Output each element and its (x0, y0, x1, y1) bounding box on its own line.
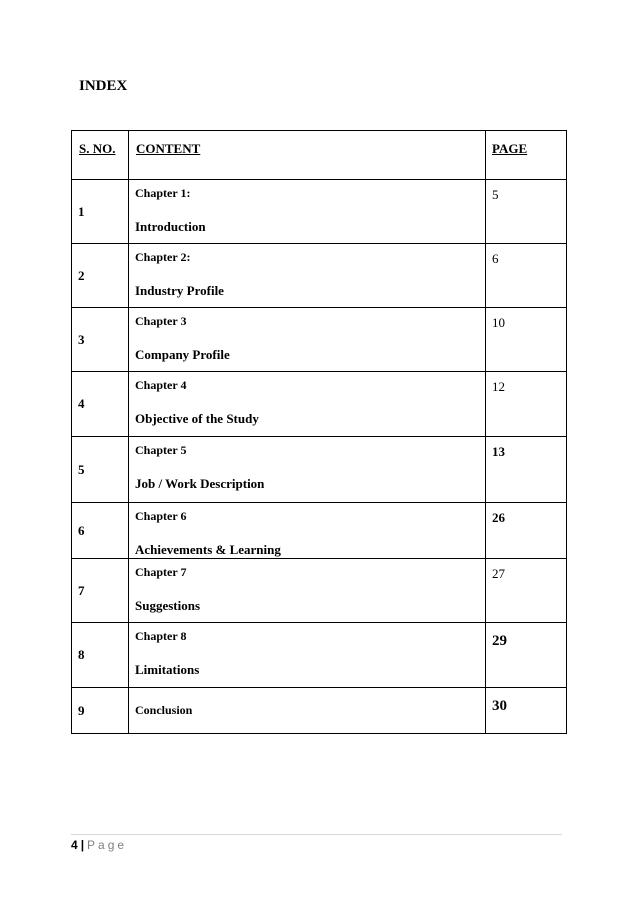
table-row (72, 559, 567, 623)
chapter-label: Chapter 8 (135, 629, 187, 643)
footer-page-word: Page (87, 838, 128, 852)
header-content: CONTENT (129, 131, 486, 180)
row-page: 27 (486, 559, 567, 623)
table-row (72, 623, 567, 688)
footer-page-number: 4 (71, 838, 78, 852)
chapter-label: Chapter 3 (135, 314, 187, 328)
header-sno: S. NO. (72, 131, 129, 180)
chapter-title: Suggestions (135, 598, 201, 613)
chapter-title: Company Profile (135, 347, 230, 362)
row-page: 12 (486, 372, 567, 437)
row-content (129, 244, 486, 308)
chapter-title: Introduction (135, 219, 206, 234)
row-page: 6 (486, 244, 567, 308)
row-content (129, 437, 486, 503)
chapter-title: Limitations (135, 662, 200, 677)
row-content (129, 308, 486, 372)
table-row (72, 308, 567, 372)
table-row (72, 503, 567, 559)
row-page: 13 (486, 437, 567, 503)
chapter-label: Chapter 6 (135, 509, 187, 523)
row-page: 10 (486, 308, 567, 372)
row-content (129, 623, 486, 688)
row-content (129, 503, 486, 559)
chapter-label: Chapter 7 (135, 565, 187, 579)
row-page: 5 (486, 180, 567, 244)
chapter-title: Industry Profile (135, 283, 224, 298)
row-number: 6 (72, 503, 129, 559)
row-content (129, 559, 486, 623)
footer-divider (71, 834, 562, 835)
chapter-title: Achievements & Learning (135, 542, 281, 557)
table-row (72, 688, 567, 734)
row-page: 30 (486, 688, 567, 734)
table-row (72, 372, 567, 437)
row-number: 4 (72, 372, 129, 437)
row-page: 26 (486, 503, 567, 559)
chapter-title: Job / Work Description (135, 476, 265, 491)
chapter-label: Chapter 2: (135, 250, 191, 264)
table-row (72, 180, 567, 244)
row-page: 29 (486, 623, 567, 688)
index-table (71, 130, 567, 734)
row-number: 1 (72, 180, 129, 244)
row-number: 3 (72, 308, 129, 372)
row-number: 5 (72, 437, 129, 503)
row-number: 9 (72, 688, 129, 734)
table-row (72, 244, 567, 308)
header-page: PAGE (486, 131, 567, 180)
footer-separator: | (80, 838, 85, 852)
chapter-label: Chapter 4 (135, 378, 187, 392)
row-number: 2 (72, 244, 129, 308)
row-number: 8 (72, 623, 129, 688)
chapter-title: Objective of the Study (135, 411, 259, 426)
page-footer (71, 838, 127, 852)
row-content (129, 372, 486, 437)
row-number: 7 (72, 559, 129, 623)
table-row (72, 437, 567, 503)
chapter-label: Chapter 5 (135, 443, 187, 457)
table-header-row (72, 131, 567, 180)
row-content: Conclusion (129, 688, 486, 734)
page-title: INDEX (79, 78, 128, 94)
chapter-label: Chapter 1: (135, 186, 191, 200)
row-content (129, 180, 486, 244)
